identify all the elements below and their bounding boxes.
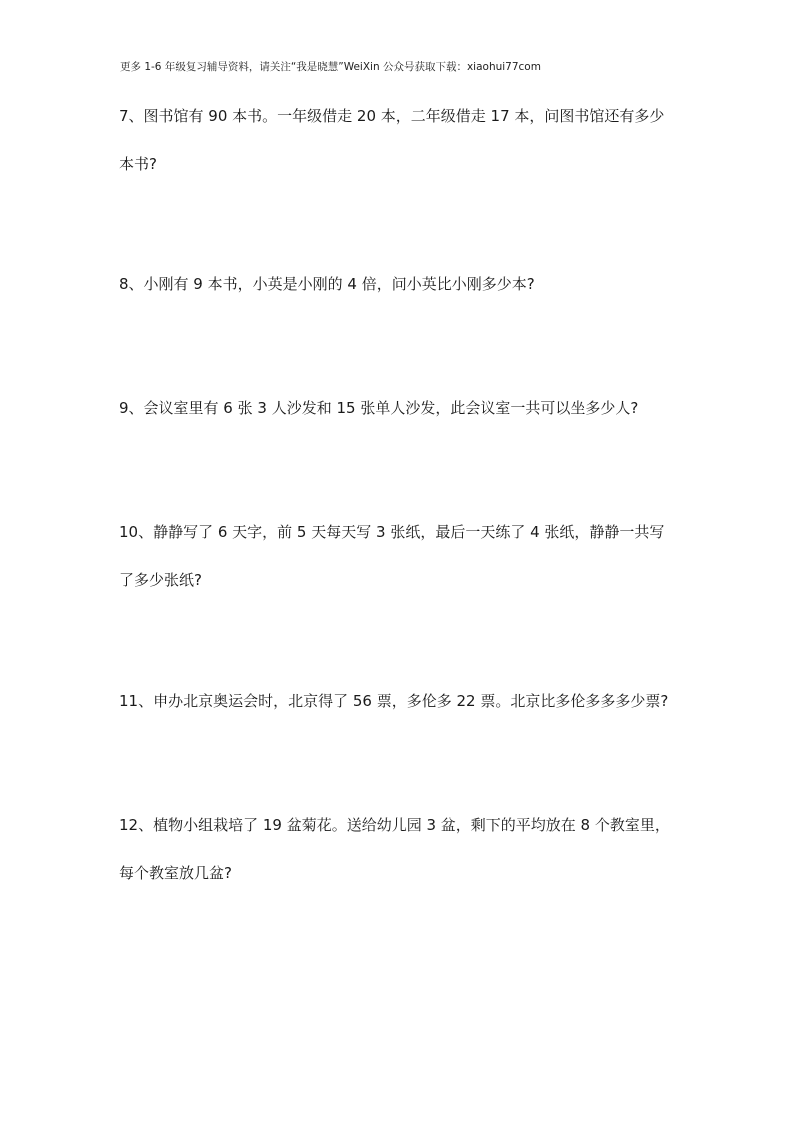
question-line: 12、植物小组栽培了 19 盆菊花。送给幼儿园 3 盆，剩下的平均放在 8 个教室里， xyxy=(119,816,670,834)
question-8 xyxy=(119,274,684,294)
question-11 xyxy=(119,691,684,711)
question-9 xyxy=(119,398,684,418)
page-header: 更多 1-6 年级复习辅导资料，请关注“我是晓慧”WeiXin 公众号获取下载：xiaohui77com xyxy=(120,61,541,73)
question-line: 8、小刚有 9 本书，小英是小刚的 4 倍，问小英比小刚多少本? xyxy=(119,275,535,293)
question-line: 本书? xyxy=(119,155,157,173)
question-line: 11、申办北京奥运会时，北京得了 56 票，多伦多 22 票。北京比多伦多多多少票? xyxy=(119,692,669,710)
question-line: 9、会议室里有 6 张 3 人沙发和 15 张单人沙发，此会议室一共可以坐多少人? xyxy=(119,399,639,417)
question-line: 每个教室放几盆? xyxy=(119,864,232,882)
question-7 xyxy=(119,106,684,174)
question-12 xyxy=(119,815,684,883)
question-10 xyxy=(119,522,684,590)
question-line: 了多少张纸? xyxy=(119,571,202,589)
question-line: 7、图书馆有 90 本书。一年级借走 20 本，二年级借走 17 本，问图书馆还有多少 xyxy=(119,107,665,125)
question-line: 10、静静写了 6 天字，前 5 天每天写 3 张纸，最后一天练了 4 张纸，静静一共写 xyxy=(119,523,665,541)
